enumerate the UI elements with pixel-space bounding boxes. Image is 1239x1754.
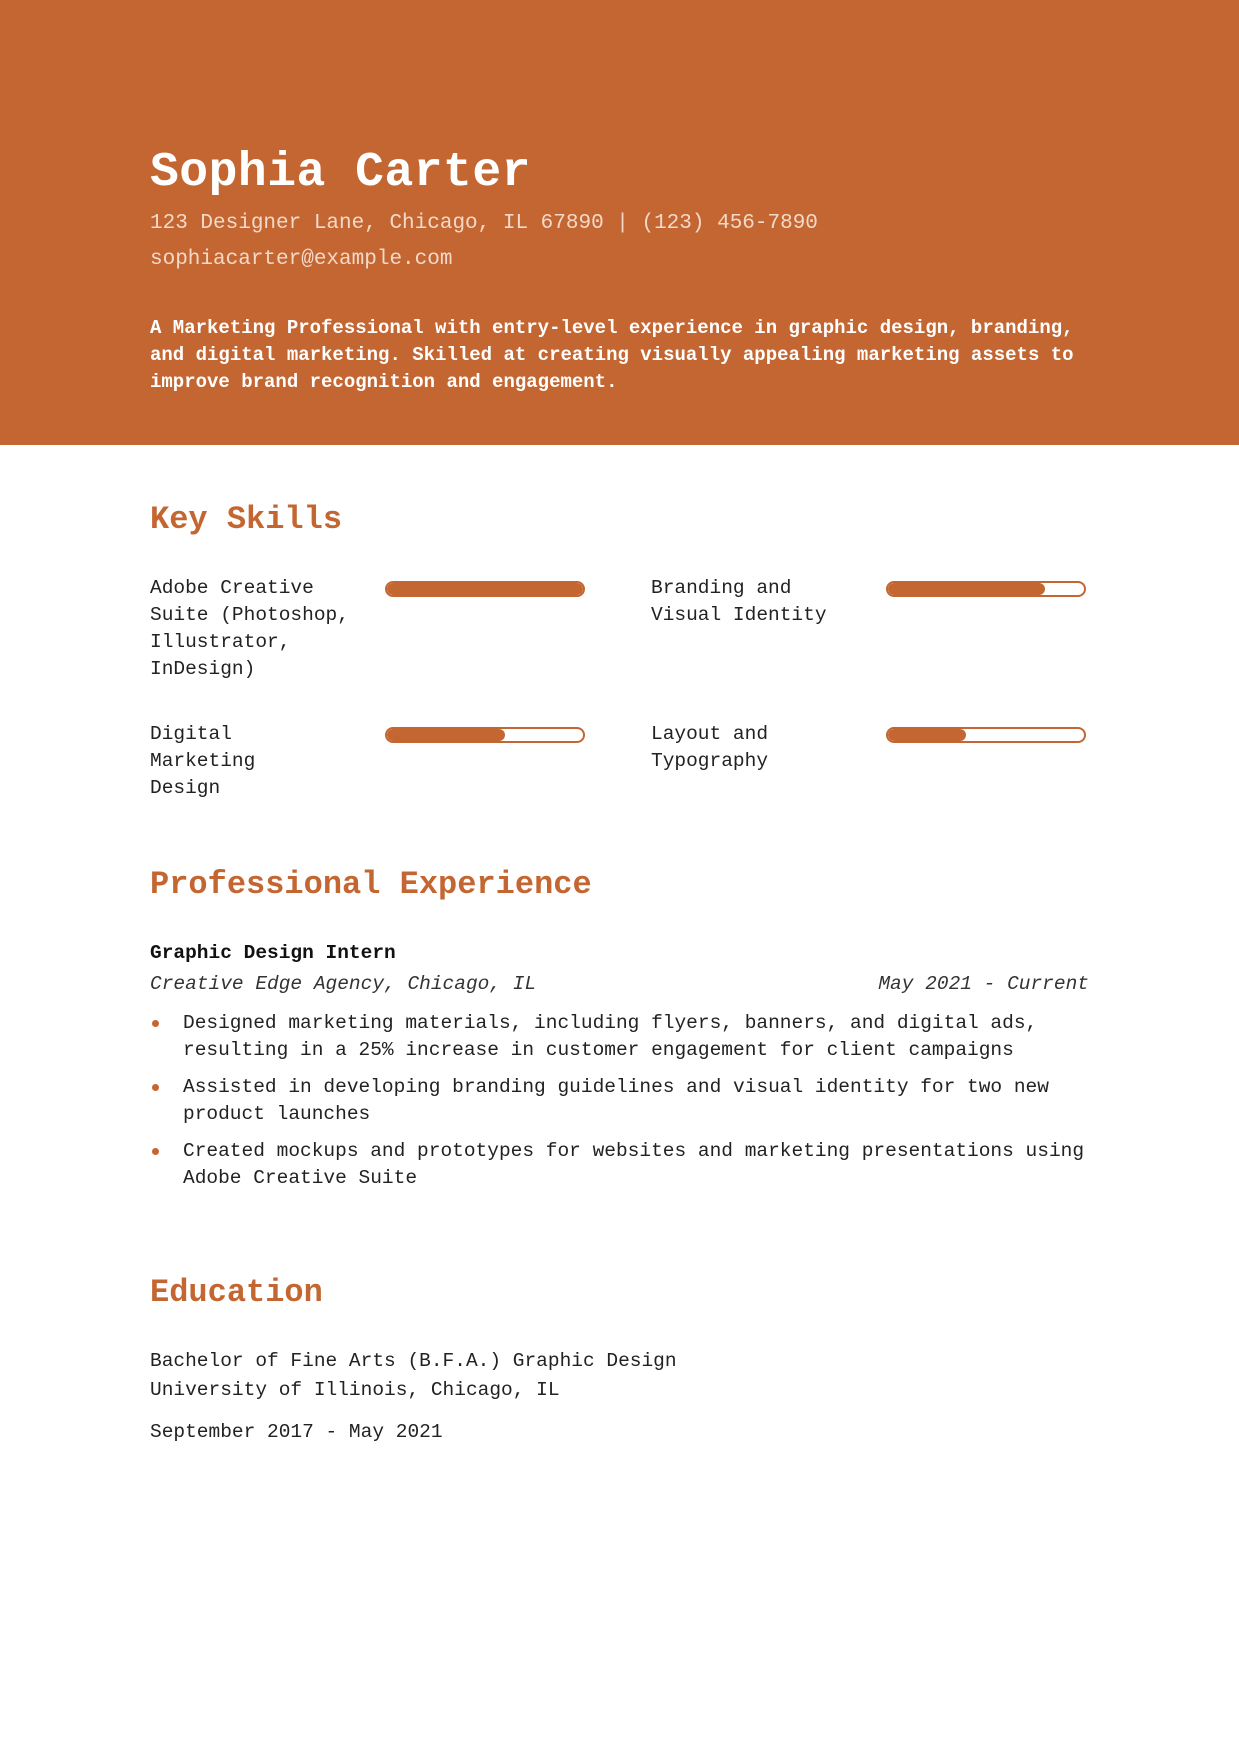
contact-email[interactable]: sophiacarter@example.com — [150, 248, 453, 271]
section-title-education: Education — [150, 1274, 323, 1311]
bullet-text: Designed marketing materials, including flyers, banners, and digital ads, resulting in a 25% increase in customer engagement for client campaigns — [183, 1012, 1038, 1061]
candidate-name: Sophia Carter — [150, 146, 531, 200]
job-company: Creative Edge Agency, Chicago, IL — [150, 973, 537, 995]
header-banner — [0, 0, 1239, 445]
profile-summary: A Marketing Professional with entry-level experience in graphic design, branding, and digital marketing. Skilled at creating visually appealing marketing assets to improve brand recognition and engagement. — [150, 317, 1074, 393]
education-dates: September 2017 - May 2021 — [150, 1421, 443, 1443]
skill-level-bar — [886, 727, 1086, 743]
bullet-dot-icon — [152, 1148, 159, 1155]
education-degree: Bachelor of Fine Arts (B.F.A.) Graphic Design — [150, 1350, 677, 1372]
skill-level-fill — [387, 729, 505, 741]
job-title: Graphic Design Intern — [150, 942, 396, 964]
bullet-dot-icon — [152, 1020, 159, 1027]
job-bullet-list — [150, 1010, 1090, 1202]
skill-level-fill — [387, 583, 583, 595]
skill-label: Branding and Visual Identity — [651, 577, 827, 626]
section-title-experience: Professional Experience — [150, 866, 592, 903]
skill-level-bar — [385, 727, 585, 743]
contact-address-phone: 123 Designer Lane, Chicago, IL 67890 | (123) 456-7890 — [150, 212, 818, 235]
skill-label: Layout and Typography — [651, 723, 769, 772]
section-title-skills: Key Skills — [150, 501, 343, 538]
skill-level-fill — [888, 729, 966, 741]
list-item — [150, 1074, 1090, 1128]
bullet-text: Assisted in developing branding guidelines and visual identity for two new product launches — [183, 1076, 1049, 1125]
list-item — [150, 1010, 1090, 1064]
skill-level-fill — [888, 583, 1045, 595]
bullet-dot-icon — [152, 1084, 159, 1091]
skill-label: Adobe Creative Suite (Photoshop, Illustrator, InDesign) — [150, 577, 349, 680]
skill-level-bar — [886, 581, 1086, 597]
skill-label: Digital Marketing Design — [150, 723, 256, 799]
job-dates: May 2021 - Current — [878, 973, 1089, 995]
list-item — [150, 1138, 1090, 1192]
education-school: University of Illinois, Chicago, IL — [150, 1379, 560, 1401]
bullet-text: Created mockups and prototypes for websites and marketing presentations using Adobe Creative Suite — [183, 1140, 1085, 1189]
skill-level-bar — [385, 581, 585, 597]
